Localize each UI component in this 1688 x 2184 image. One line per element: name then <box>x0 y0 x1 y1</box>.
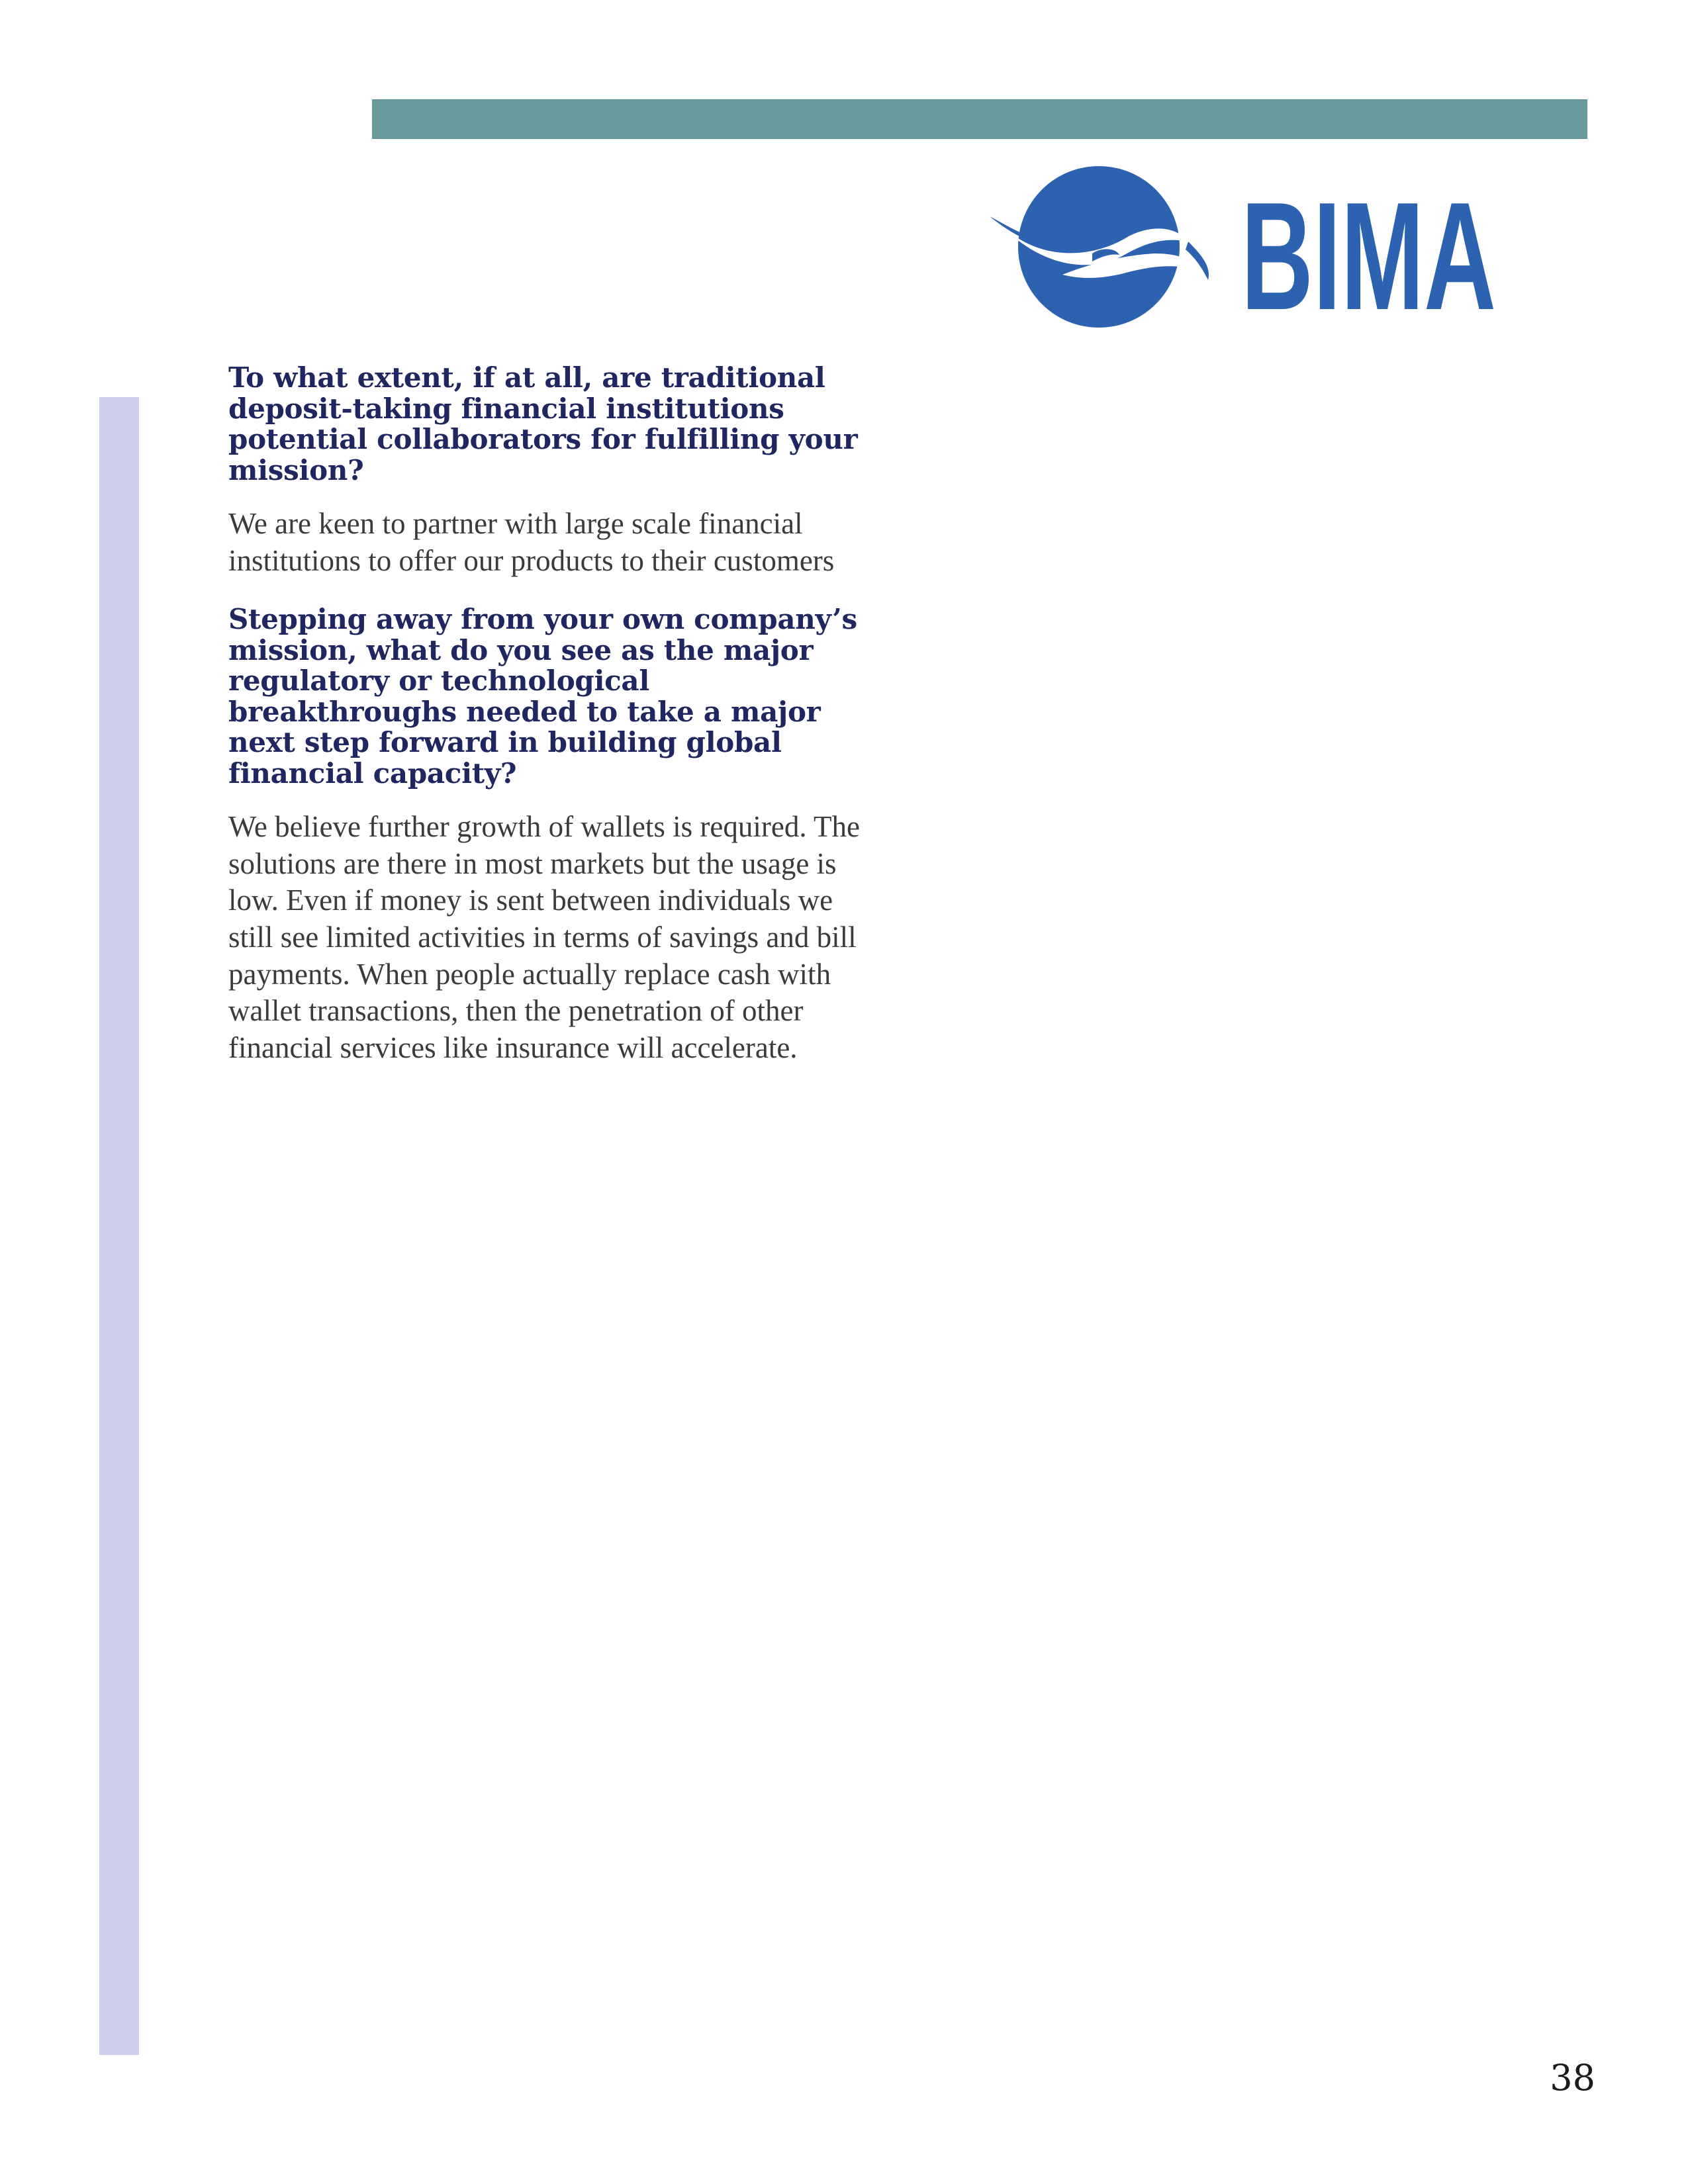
question-1: To what extent, if at all, are traditional deposit-taking financial institutions potential collaborators for fulfilling your mission? <box>228 361 858 486</box>
answer-2: We believe further growth of wallets is required. The solutions are there in most markets but the usage is low. Even if money is sent between individuals we still see limited activities in terms of savings and bill payments. When people actually replace cash with wallet transactions, then the penetration of other financial services like insurance will accelerate. <box>228 810 860 1064</box>
question-2: Stepping away from your own company’s mission, what do you see as the major regulatory or technological breakthroughs needed to take a major next step forward in building global financial capacity? <box>228 603 857 790</box>
hands-globe-icon <box>990 162 1513 341</box>
sidebar-accent-bar <box>99 397 139 2055</box>
qa-section <box>228 363 877 1091</box>
answer-1: We are keen to partner with large scale financial institutions to offer our products to their customers <box>228 507 835 577</box>
header-accent-bar <box>372 99 1587 139</box>
logo-wordmark: BIMA <box>1241 171 1496 342</box>
page-number: 38 <box>1550 2057 1595 2099</box>
bima-logo <box>990 162 1513 341</box>
